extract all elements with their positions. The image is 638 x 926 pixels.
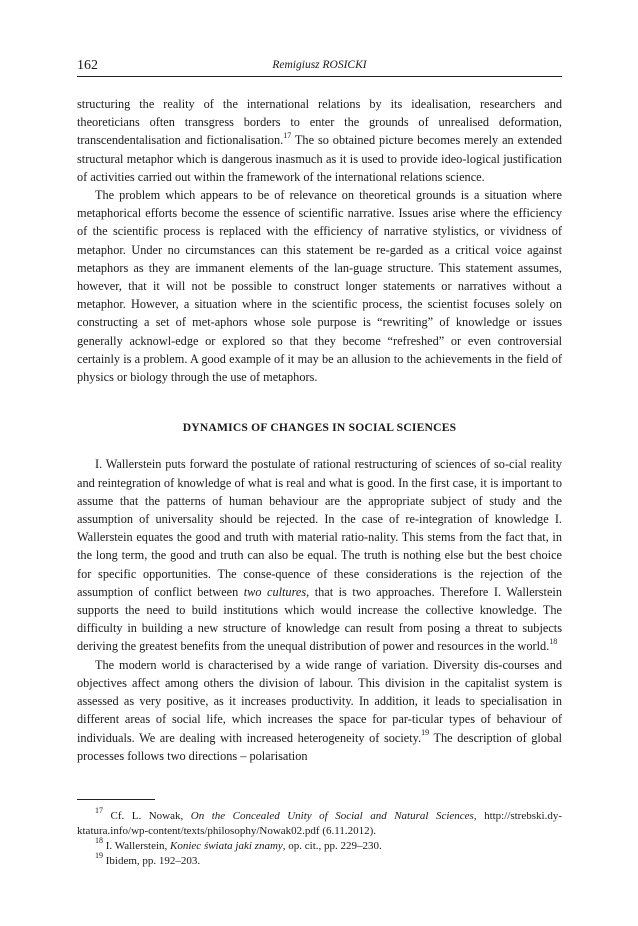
italic-term: two cultures [243, 584, 307, 599]
footnote-number: 17 [95, 806, 103, 816]
footnotes [77, 806, 562, 869]
paragraph-text: The so obtained picture becomes merely an extended structural metaphor which is dangerous inasmuch as it is used to provide ideo-logical justification of activities carried out within the framework of the international relations science. [77, 133, 563, 184]
page-number: 162 [77, 58, 98, 73]
footnote-title: On the Concealed Unity of Social and Natural Sciences [190, 810, 474, 822]
footnote-text: , op. cit., pp. 229–230. [282, 840, 382, 852]
footnote-separator [77, 799, 155, 800]
footnote-ref-18[interactable]: 18 [549, 637, 558, 647]
body-text [77, 95, 562, 765]
footnote-text: Cf. L. Nowak, [103, 810, 191, 822]
paragraph-text: , that is two approaches. Therefore I. Wallerstein supports the need to build institutions which would increase the collective knowledge. The difficulty in building a new structure of knowledge can result from posing a threat to subjects deriving the greatest benefits from the unequal distribution of power and resources in the world. [77, 584, 562, 654]
paragraph-text: The modern world is characterised by a wide range of variation. Diversity dis-courses and objectives affect among others the division of labour. This division in the capitalist system is assessed as very positive, as it increases productivity. In addition, it leads to specialisation in different areas of social life, which increases the space for par-ticular types of behaviour of individuals. We are dealing with increased heterogeneity of society. [77, 657, 562, 745]
footnote-17 [77, 806, 562, 839]
paragraph [77, 656, 562, 765]
paragraph [77, 95, 562, 186]
paragraph [77, 455, 562, 655]
paragraph-text: The description of global processes follows two directions – polarisation [77, 730, 563, 763]
footnote-number: 19 [95, 851, 103, 861]
running-head: Remigiusz ROSICKI [272, 59, 367, 71]
footnote-text: Ibidem, pp. 192–203. [103, 855, 201, 867]
paragraph: The problem which appears to be of relevance on theoretical grounds is a situation where metaphorical efforts become the essence of scientific narrative. Issues arise where the efficiency of the scientific process is replaced with the efficiency of narrative stylistics, or vividness of metaphor. Under no circumstances can this statement be re-garded as a critical voice against metaphors as they are immanent elements of the lan-guage structure. This statement assumes, however, that it will not be possible to construct longer statements or narratives without a metaphor. However, a situation where in the scientific process, the scientist focuses solely on constructing a set of met-aphors whose sole purpose is “rewriting” of knowledge or issues generally acknowl-edge or explored so that they become “refreshed” or even controversial certainly is a problem. A good example of it may be an allusion to the achievements in the field of physics or biology through the use of metaphors. [77, 188, 562, 385]
footnote-18 [77, 836, 562, 854]
footnote-ref-19[interactable]: 19 [421, 728, 430, 738]
section-heading: DYNAMICS OF CHANGES IN SOCIAL SCIENCES [182, 421, 457, 435]
footnote-ref-17[interactable]: 17 [283, 131, 292, 141]
footnote-19 [77, 851, 562, 869]
paragraph-text: structuring the reality of the international relations by its idealisation, researchers and theoreticians often transgress borders to enter the grounds of unrealised deformation, transcendentalisation and fictionalisation. [77, 97, 562, 148]
footnote-number: 18 [95, 836, 103, 846]
footnote-text: I. Wallerstein, [103, 840, 171, 852]
paragraph-text: I. Wallerstein puts forward the postulate of rational restructuring of sciences of so-cial reality and reintegration of knowledge of what is real and what is good. In the first case, it is important to assume that the patterns of human behaviour are the appropriate subject of study and the assumption of universality should be rejected. In the case of re-integration of knowledge I. Wallerstein equates the good and truth with material ratio-nality. This stems from the fact that, in the long term, the good and truth can also be equal. The truth is nothing else but the best choice for specific opportunities. The conse-quence of these considerations is the rejection of the assumption of conflict between [77, 457, 562, 599]
page-header [77, 58, 562, 77]
footnote-title: Koniec świata jaki znamy [170, 840, 283, 852]
footnote-link[interactable]: , http://strebski.dy-ktatura.info/wp-content/texts/philosophy/Nowak02.pdf (6.11.2012). [77, 810, 562, 837]
